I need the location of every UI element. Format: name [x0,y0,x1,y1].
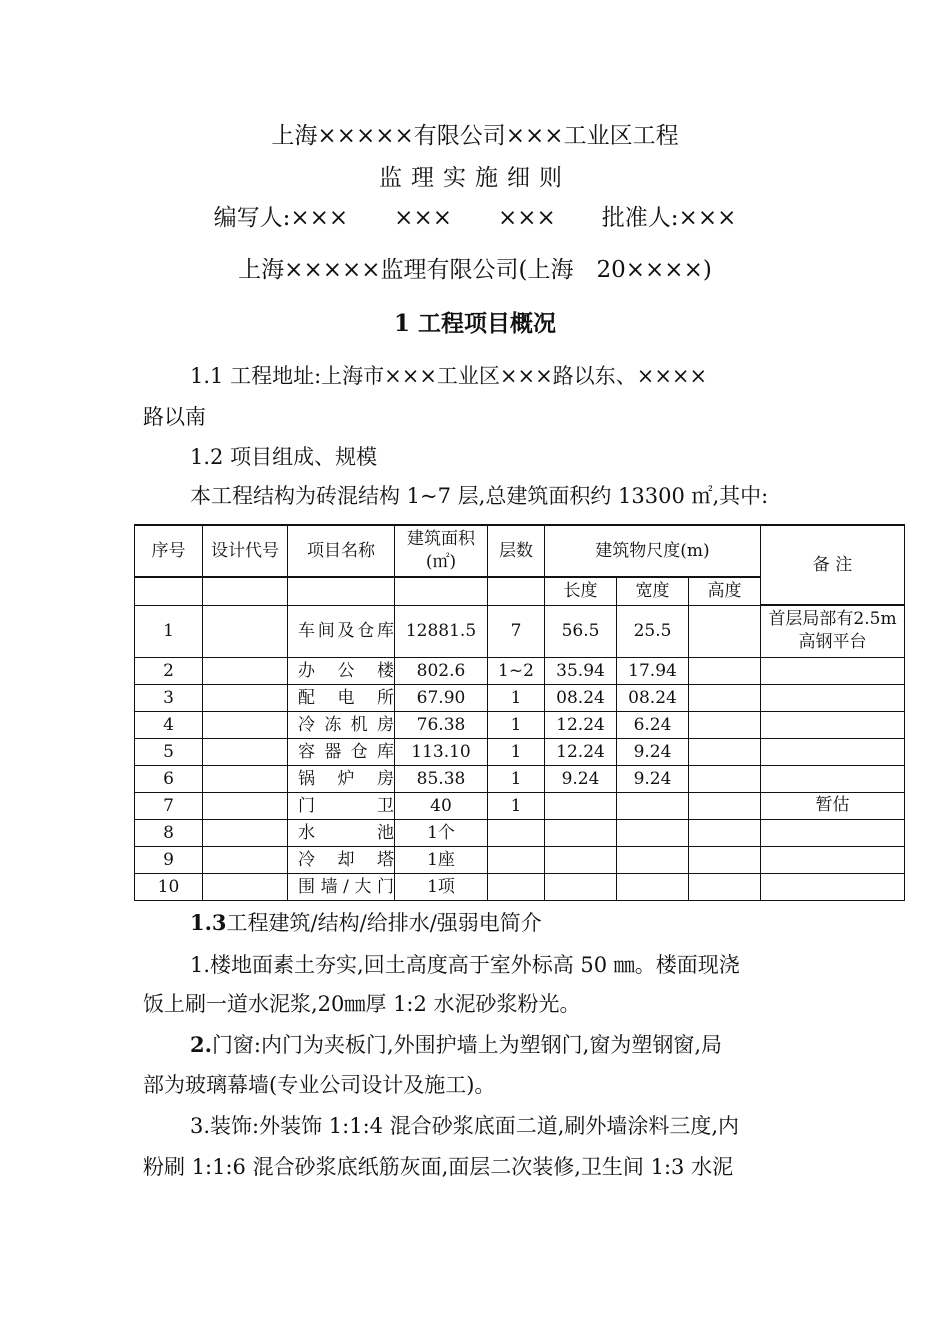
cell-code [203,792,288,819]
cell-remark [761,711,905,738]
cell-length: 35.94 [545,657,617,684]
cell-floors: 7 [488,605,545,657]
cell-width [617,792,689,819]
cell-length [545,873,617,900]
cell-height [689,605,761,657]
cell-height [689,738,761,765]
cell-seq: 8 [135,819,203,846]
cell-name-text: 门卫 [298,795,394,816]
table-header-row [135,525,905,577]
paragraph-item2-line1 [190,1031,722,1059]
header-seq: 序号 [135,525,203,577]
cell-name-text: 围墙/大门 [298,876,394,897]
table-row [135,873,905,900]
cell-name [288,792,395,819]
table-row [135,684,905,711]
cell-name [288,819,395,846]
cell-height [689,846,761,873]
paragraph-item2-number: 2. [190,1032,212,1057]
cell-length [545,846,617,873]
paragraph-1-3-text: 工程建筑/结构/给排水/强弱电简介 [226,911,542,935]
cell-code [203,846,288,873]
cell-code [203,711,288,738]
cell-seq: 1 [135,605,203,657]
cell-height [689,765,761,792]
paragraph-1-1-line1: 1.1 工程地址:上海市×××工业区×××路以东、×××× [190,364,708,388]
paragraph-item1-line1: 1.楼地面素土夯实,回土高度高于室外标高 50 ㎜。楼面现浇 [190,953,740,977]
cell-remark: 首层局部有2.5m高钢平台 [761,605,905,657]
paragraph-1-3 [190,909,542,937]
cell-width: 9.24 [617,738,689,765]
cell-name [288,873,395,900]
company-line: 上海×××××监理有限公司(上海 20××××) [238,257,712,283]
cell-height [689,873,761,900]
cell-name [288,846,395,873]
header-floors: 层数 [488,525,545,577]
cell-code [203,819,288,846]
cell-length: 12.24 [545,738,617,765]
header-dims: 建筑物尺度(m) [545,525,761,577]
header-width: 宽度 [617,577,689,605]
cell-name-text: 锅炉房 [298,768,394,789]
cell-width: 08.24 [617,684,689,711]
cell-remark [761,765,905,792]
paragraph-item2-text: 门窗:内门为夹板门,外围护墙上为塑钢门,窗为塑钢窗,局 [211,1033,723,1057]
cell-seq: 5 [135,738,203,765]
cell-floors: 1 [488,711,545,738]
cell-floors: 1 [488,765,545,792]
cell-length: 56.5 [545,605,617,657]
cell-remark: 暂估 [761,792,905,819]
cell-name-text: 冷冻机房 [298,714,394,735]
table-row [135,792,905,819]
cell-seq: 6 [135,765,203,792]
cell-name [288,605,395,657]
table-row [135,846,905,873]
header-height: 高度 [689,577,761,605]
cell-floors [488,819,545,846]
author-line: 编写人:××× ××× ××× 批准人:××× [213,205,737,231]
cell-remark [761,873,905,900]
cell-length [545,819,617,846]
cell-area: 802.6 [395,657,488,684]
cell-name [288,657,395,684]
paragraph-item2-line2: 部为玻璃幕墙(专业公司设计及施工)。 [143,1073,496,1097]
cell-name [288,765,395,792]
table-row [135,738,905,765]
cell-name [288,711,395,738]
cell-name [288,738,395,765]
cell-remark [761,657,905,684]
cell-width [617,846,689,873]
table-row [135,819,905,846]
cell-area: 1座 [395,846,488,873]
cell-code [203,738,288,765]
paragraph-1-1-line2: 路以南 [143,405,206,429]
cell-remark [761,846,905,873]
cell-name [288,684,395,711]
cell-remark [761,819,905,846]
cell-seq: 9 [135,846,203,873]
cell-width: 17.94 [617,657,689,684]
cell-name-text: 配电所 [298,687,394,708]
paragraph-item3-line2: 粉刷 1:1:6 混合砂浆底纸筋灰面,面层二次装修,卫生间 1:3 水泥 [143,1155,734,1179]
paragraph-item3-line1: 3.装饰:外装饰 1:1:4 混合砂浆底面二道,刷外墙涂料三度,内 [190,1114,740,1138]
cell-seq: 3 [135,684,203,711]
cell-width: 9.24 [617,765,689,792]
cell-floors: 1~2 [488,657,545,684]
cell-seq: 2 [135,657,203,684]
cell-area: 85.38 [395,765,488,792]
cell-area: 76.38 [395,711,488,738]
cell-code [203,765,288,792]
cell-code [203,605,288,657]
table-row [135,657,905,684]
cell-height [689,819,761,846]
header-remark: 备 注 [761,525,905,605]
cell-remark [761,738,905,765]
cell-width [617,819,689,846]
cell-seq: 10 [135,873,203,900]
paragraph-item1-line2: 饭上刷一道水泥浆,20㎜厚 1:2 水泥砂浆粉光。 [143,992,581,1016]
cell-length: 9.24 [545,765,617,792]
cell-height [689,711,761,738]
section-heading: 1 工程项目概况 [393,310,556,337]
cell-area: 40 [395,792,488,819]
cell-name-text: 容器仓库 [298,741,394,762]
cell-height [689,792,761,819]
table-row [135,711,905,738]
cell-area: 1项 [395,873,488,900]
cell-floors: 1 [488,684,545,711]
cell-remark [761,684,905,711]
cell-length: 12.24 [545,711,617,738]
header-area: 建筑面积(㎡) [395,525,488,577]
paragraph-intro: 本工程结构为砖混结构 1~7 层,总建筑面积约 13300 ㎡,其中: [190,484,769,508]
cell-name-text: 水池 [298,822,394,843]
paragraph-1-3-number: 1.3 [190,910,227,935]
project-table [134,524,905,901]
cell-length: 08.24 [545,684,617,711]
cell-name-text: 办公楼 [298,660,394,681]
cell-height [689,684,761,711]
cell-name-text: 冷却塔 [298,849,394,870]
header-name: 项目名称 [288,525,395,577]
cell-code [203,873,288,900]
cell-floors [488,873,545,900]
cell-area: 12881.5 [395,605,488,657]
cell-area: 67.90 [395,684,488,711]
cell-floors: 1 [488,792,545,819]
cell-name-text: 车间及仓库 [298,621,394,641]
cell-length [545,792,617,819]
cell-area: 113.10 [395,738,488,765]
cell-floors [488,846,545,873]
cell-seq: 7 [135,792,203,819]
doc-subtitle: 监理实施细则 [379,165,571,191]
doc-title: 上海×××××有限公司×××工业区工程 [271,123,679,149]
header-length: 长度 [545,577,617,605]
cell-width [617,873,689,900]
cell-floors: 1 [488,738,545,765]
table-row [135,765,905,792]
cell-code [203,684,288,711]
cell-width: 6.24 [617,711,689,738]
paragraph-1-2: 1.2 项目组成、规模 [190,445,378,469]
cell-width: 25.5 [617,605,689,657]
table-row [135,605,905,657]
header-code: 设计代号 [203,525,288,577]
cell-area: 1个 [395,819,488,846]
cell-seq: 4 [135,711,203,738]
cell-height [689,657,761,684]
cell-code [203,657,288,684]
